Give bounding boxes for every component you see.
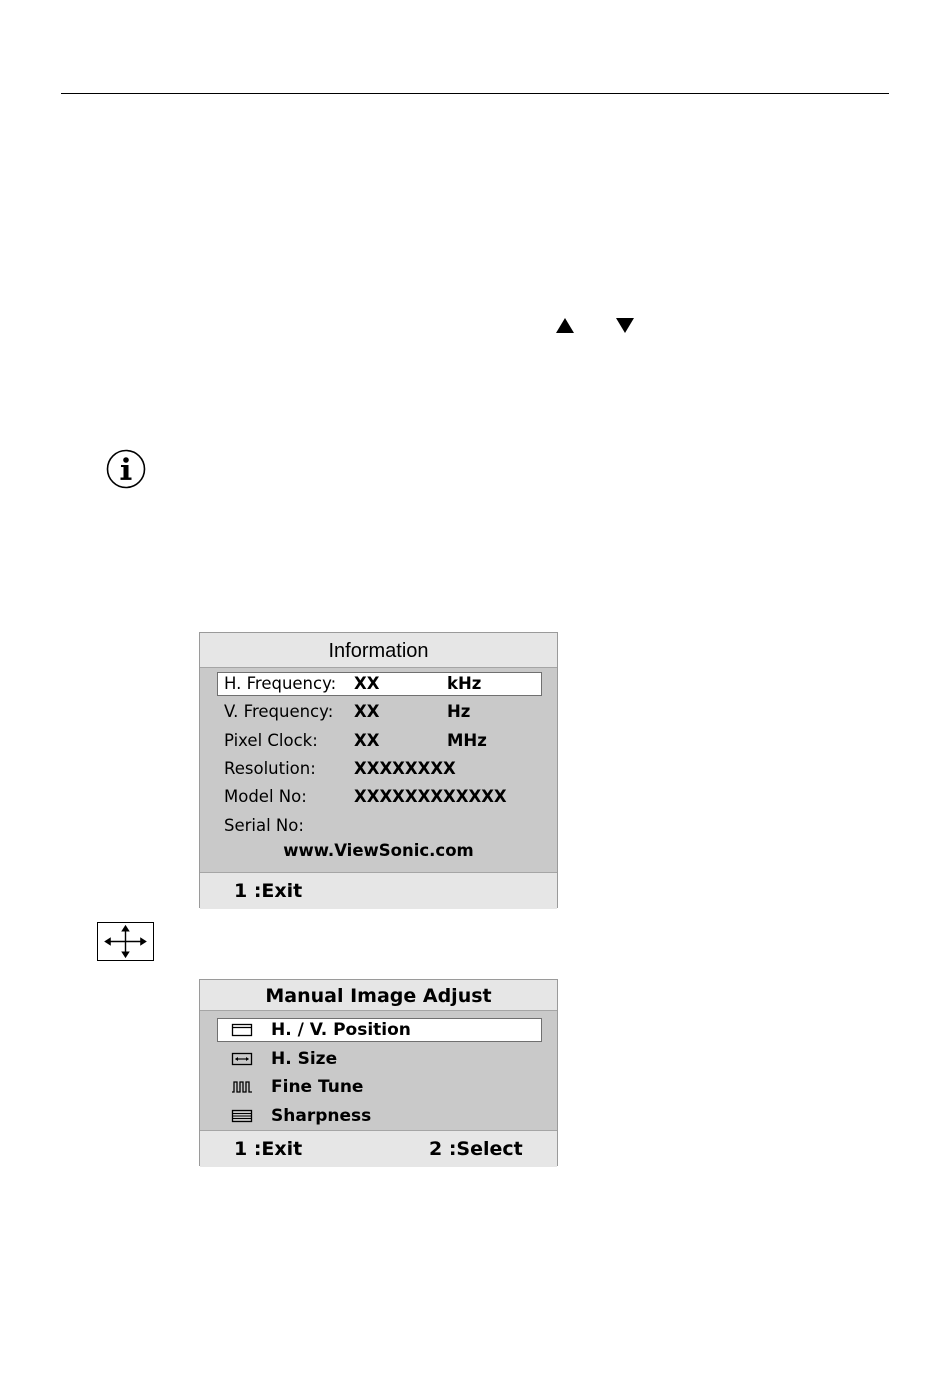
info-label: Pixel Clock: bbox=[224, 731, 318, 750]
info-value: XX bbox=[354, 674, 380, 693]
website-link: www.ViewSonic.com bbox=[283, 841, 474, 860]
info-value: XX bbox=[354, 702, 380, 721]
header-rule bbox=[61, 93, 889, 94]
information-osd bbox=[199, 632, 558, 908]
manual-image-adjust-footer bbox=[200, 1130, 557, 1167]
info-value: XX bbox=[354, 731, 380, 750]
sharpness-icon bbox=[230, 1108, 254, 1124]
info-label: V. Frequency: bbox=[224, 702, 334, 721]
menu-item-label: Sharpness bbox=[271, 1106, 372, 1126]
manual-image-adjust-title: Manual Image Adjust bbox=[200, 980, 557, 1011]
fine-tune-icon bbox=[230, 1079, 254, 1095]
information-body bbox=[200, 668, 557, 872]
position-icon bbox=[230, 1022, 254, 1038]
info-label: Model No: bbox=[224, 787, 307, 806]
move-arrows-icon bbox=[97, 922, 154, 961]
info-value: XXXXXXXXXXXX bbox=[354, 787, 507, 806]
menu-item-label: Fine Tune bbox=[271, 1077, 364, 1097]
up-arrow-icon bbox=[556, 318, 574, 333]
exit-hint: 1 :Exit bbox=[234, 1138, 303, 1160]
info-value: XXXXXXXX bbox=[354, 759, 456, 778]
info-label: Serial No: bbox=[224, 816, 304, 835]
information-footer bbox=[200, 872, 557, 909]
down-arrow-icon bbox=[616, 318, 634, 333]
manual-image-adjust-osd bbox=[199, 979, 558, 1166]
exit-hint: 1 :Exit bbox=[234, 880, 303, 902]
select-hint: 2 :Select bbox=[429, 1138, 523, 1160]
h-size-icon bbox=[230, 1051, 254, 1067]
info-unit: MHz bbox=[447, 731, 487, 750]
menu-item-label: H. Size bbox=[271, 1049, 338, 1069]
info-label: Resolution: bbox=[224, 759, 316, 778]
menu-item-label: H. / V. Position bbox=[271, 1020, 411, 1040]
info-unit: Hz bbox=[447, 702, 471, 721]
info-icon bbox=[106, 449, 146, 489]
information-title: Information bbox=[200, 633, 557, 668]
info-label: H. Frequency: bbox=[224, 674, 337, 693]
manual-image-adjust-body bbox=[200, 1011, 557, 1130]
info-unit: kHz bbox=[447, 674, 482, 693]
